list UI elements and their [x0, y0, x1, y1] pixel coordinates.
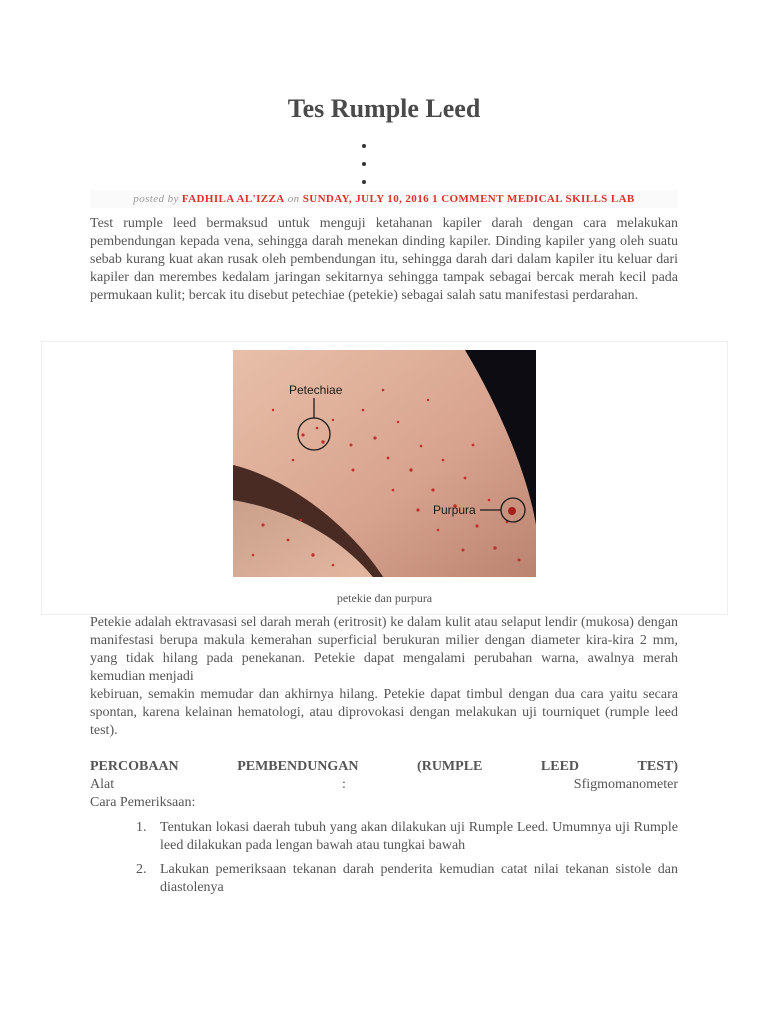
step-text: Tentukan lokasi daerah tubuh yang akan dilakukan uji Rumple Leed. Umumnya uji Rumple leed dilakukan pada lengan bawah atau tungkai bawah: [160, 820, 678, 853]
alat-value: Sfigmomanometer: [573, 777, 678, 792]
intro-paragraph: Test rumple leed bermaksud untuk menguji ketahanan kapiler darah dengan cara melakukan pembendungan kepada vena, sehingga darah menekan dinding kapiler. Dinding kapiler yang oleh suatu sebab kurang kuat akan rusak oleh pembendungan itu, sehingga darah dari dalam kapiler itu keluar dari kapiler dan merembes kedalam jaringan sekitarnya sehingga tampak sebagai bercak merah kecil pada permukaan kulit; bercak itu disebut petechiae (petekie) sebagai salah satu manifestasi perdarahan.: [90, 216, 678, 303]
petekie-text-2: kebiruan, semakin memudar dan akhirnya hilang. Petekie dapat timbul dengan dua cara yaitu secara spontan, karena kelainan hematologi, atau diprovokasi dengan melakukan uji tourniquet (rumple leed test).: [90, 687, 678, 738]
heading-word: TEST): [637, 759, 678, 774]
petechiae-purpura-photo: [233, 350, 536, 577]
dot-icon: [362, 144, 366, 148]
petekie-paragraph: [90, 614, 678, 740]
heading-word: PEMBENDUNGAN: [237, 759, 359, 774]
heading-word: (RUMPLE: [417, 759, 483, 774]
list-item: [90, 819, 678, 855]
date-link[interactable]: SUNDAY, JULY 10, 2016: [302, 193, 429, 205]
dot-icon: [362, 180, 366, 184]
alat-label: Alat: [90, 777, 115, 792]
figure: [41, 341, 728, 615]
purpura-spot: [508, 507, 516, 515]
author-link[interactable]: FADHILA AL'IZZA: [181, 193, 285, 205]
alat-row: [90, 776, 678, 794]
cara-pemeriksaan-label: Cara Pemeriksaan:: [90, 795, 196, 810]
figure-caption: petekie dan purpura: [336, 591, 433, 605]
step-number: 1.: [136, 820, 147, 835]
petekie-text-1: Petekie adalah ektravasasi sel darah merah (eritrosit) ke dalam kulit atau selaput lendir (mukosa) dengan manifestasi berupa makula kemerahan superficial berukuran milier dengan diameter kira-kira 2 mm, yang tidak hilang pada penekanan. Petekie dapat mengalami perubahan warna, awalnya merah kemudian menjadi: [90, 615, 678, 684]
on-label: on: [287, 193, 300, 205]
posted-by-label: posted by: [133, 193, 179, 205]
post-title: Tes Rumple Leed: [287, 94, 481, 123]
section-heading: [90, 758, 678, 776]
procedure-steps: [90, 819, 678, 903]
post-meta: [90, 190, 678, 208]
heading-word: LEED: [540, 759, 580, 774]
step-number: 2.: [136, 862, 147, 877]
comments-link[interactable]: 1 COMMENT: [432, 193, 504, 205]
heading-word: PERCOBAAN: [90, 759, 179, 774]
dot-icon: [362, 162, 366, 166]
purpura-label: Purpura: [433, 503, 476, 517]
step-text: Lakukan pemeriksaan tekanan darah penderita kemudian catat nilai tekanan sistole dan diastolenya: [160, 862, 678, 895]
category-link[interactable]: MEDICAL SKILLS LAB: [507, 193, 635, 205]
list-item: [90, 861, 678, 897]
alat-separator: :: [342, 777, 346, 792]
petechiae-label: Petechiae: [289, 383, 343, 397]
